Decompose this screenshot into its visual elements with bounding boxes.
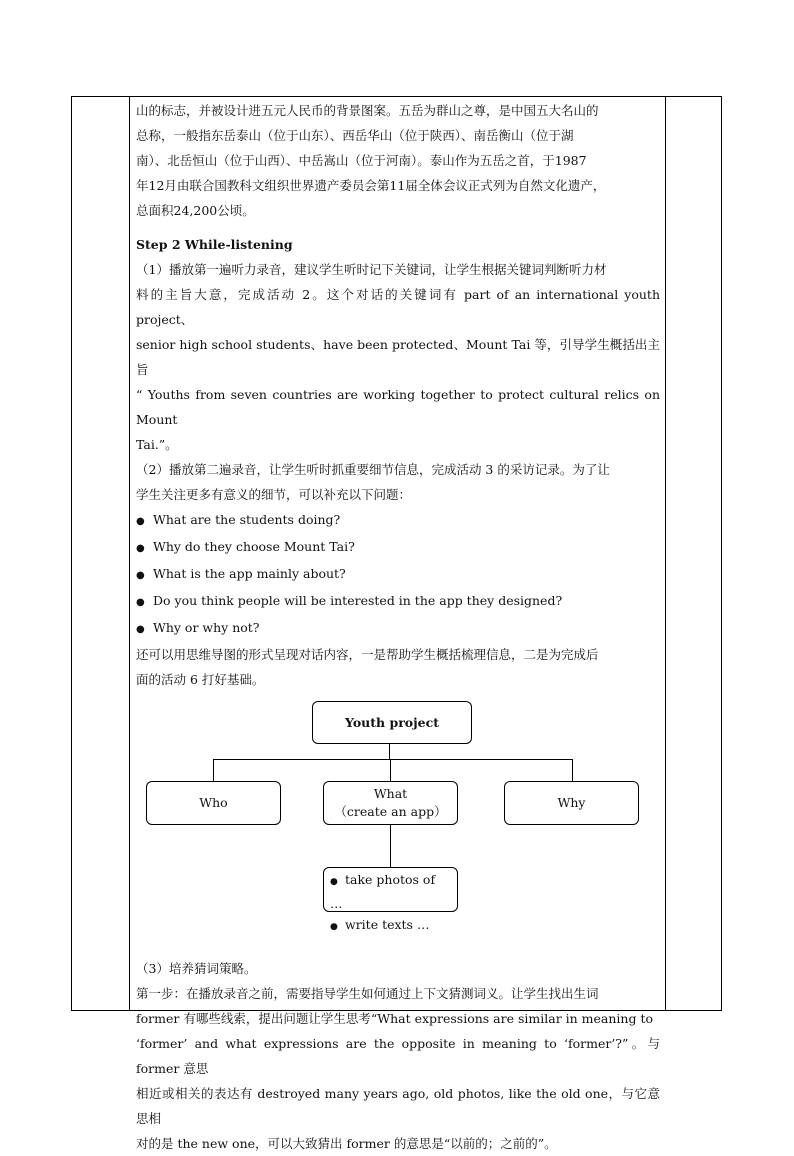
paragraph-3 [136, 642, 660, 692]
paragraph-1 [136, 257, 660, 457]
mindmap-what-node: What （create an app） [323, 781, 458, 825]
bullet-icon: ● [330, 922, 338, 932]
mindmap-who-node: Who [146, 781, 281, 825]
column-divider-left [129, 97, 130, 1010]
text-line: 第一步：在播放录音之前，需要指导学生如何通过上下文猜测词义。让学生找出生词 [136, 986, 599, 1001]
paragraph-4 [136, 981, 660, 1156]
bullet-icon: ● [136, 543, 145, 554]
text-line: 山的标志，并被设计进五元人民币的背景图案。五岳为群山之尊，是中国五大名山的 [136, 103, 599, 118]
list-item: ● write texts … [330, 914, 451, 938]
bullet-icon: ● [136, 597, 145, 608]
list-item: ● Do you think people will be interested in the app they designed? [136, 588, 660, 615]
connector-line [213, 759, 572, 760]
text-line: 总称，一般指东岳泰山（位于山东）、西岳华山（位于陕西）、南岳衡山（位于湖 [136, 128, 574, 143]
text-line: Tai.”。 [136, 437, 178, 452]
text-line: 南）、北岳恒山（位于山西）、中岳嵩山（位于河南）。泰山作为五岳之首，于1987 [136, 153, 587, 168]
connector-line [572, 759, 573, 782]
paragraph-2 [136, 457, 660, 507]
mindmap-what-details [323, 867, 458, 932]
text-line: 相近或相关的表达有 destroyed many years ago, old photos, like the old one，与它意思相 [136, 1086, 660, 1126]
list-item: ● take photos of … [330, 872, 436, 911]
mindmap-root-node: Youth project [312, 701, 472, 744]
bullet-icon: ● [136, 516, 145, 527]
connector-line [390, 825, 391, 868]
text-line: 对的是 the new one，可以大致猜出 former 的意思是“以前的；之前的”。 [136, 1136, 557, 1151]
text-line: former 有哪些线索，提出问题让学生思考“What expressions are similar in meaning to [136, 1011, 653, 1026]
text-line: 还可以用思维导图的形式呈现对话内容，一是帮助学生概括梳理信息，二是为完成后 [136, 647, 599, 662]
bullet-icon: ● [136, 570, 145, 581]
lesson-content [136, 98, 660, 1156]
mindmap-why-node: Why [504, 781, 639, 825]
mind-map [136, 694, 660, 956]
text-line: 总面积24,200公顷。 [136, 203, 255, 218]
text-line: senior high school students、have been protected、Mount Tai 等，引导学生概括出主旨 [136, 337, 660, 377]
question-list [136, 507, 660, 642]
step2-heading: Step 2 While-listening [136, 237, 293, 252]
text-line: ‘former’ and what expressions are the opposite in meaning to ‘former’?”。与 former 意思 [136, 1036, 660, 1076]
list-item: ● Why or why not? [136, 615, 660, 642]
text-line: （2）播放第二遍录音，让学生听时抓重要细节信息，完成活动 3 的采访记录。为了让 [136, 462, 610, 477]
text-line: 料的主旨大意，完成活动 2。这个对话的关键词有 part of an international youth project、 [136, 287, 660, 327]
text-line: （1）播放第一遍听力录音，建议学生听时记下关键词，让学生根据关键词判断听力材 [136, 262, 607, 277]
intro-paragraph [136, 98, 660, 223]
connector-line [390, 759, 391, 782]
list-item: ● Why do they choose Mount Tai? [136, 534, 660, 561]
text-line: 面的活动 6 打好基础。 [136, 672, 265, 687]
bullet-icon: ● [330, 877, 338, 887]
connector-line [389, 742, 390, 760]
text-line: “ Youths from seven countries are working together to protect cultural relics on Mount [136, 387, 660, 427]
text-line: 年12月由联合国教科文组织世界遗产委员会第11届全体会议正式列为自然文化遗产， [136, 178, 606, 193]
list-item: ● What are the students doing? [136, 507, 660, 534]
list-item: ● What is the app mainly about? [136, 561, 660, 588]
text-line: 学生关注更多有意义的细节，可以补充以下问题： [136, 487, 412, 502]
paragraph-4-heading: （3）培养猜词策略。 [136, 961, 257, 976]
connector-line [213, 759, 214, 782]
bullet-icon: ● [136, 624, 145, 635]
column-divider-right [665, 97, 666, 1010]
